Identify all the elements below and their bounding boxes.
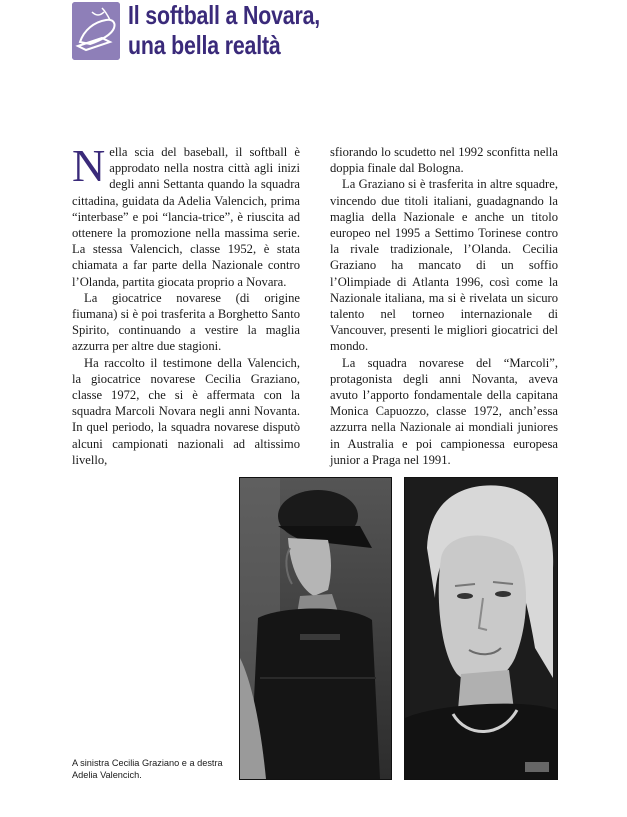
photo-caption: A sinistra Cecilia Graziano e a destra Adelia Valencich. <box>72 758 223 780</box>
softball-logo <box>72 2 120 60</box>
title-line-2: una bella realtà <box>128 30 281 60</box>
drop-cap: N <box>72 140 106 191</box>
softball-cap-icon <box>72 2 120 60</box>
article-column-right <box>330 144 558 468</box>
photo-cecilia-graziano <box>239 477 392 780</box>
photo-adelia-valencich <box>404 477 558 780</box>
paragraph-2: La giocatrice novarese (di origine fiumana) si è poi trasferita a Borghetto Santo Spirito, continuando a vestire la maglia azzurra per altre due stagioni. <box>72 290 300 354</box>
page-title <box>128 0 320 60</box>
paragraph-4: sfiorando lo scudetto nel 1992 sconfitta nella doppia finale dal Bologna. <box>330 145 558 176</box>
paragraph-6: La squadra novarese del “Marcoli”, protagonista degli anni Novanta, aveva avuto l’apporto fondamentale della capitana Monica Capuozzo, classe 1972, anch’essa azzurra nella Nazionale ai mondiali juniores in Australia e poi campionessa europesa junior a Praga nel 1991. <box>330 355 558 467</box>
title-line-1: Il softball a Novara, <box>128 0 321 30</box>
paragraph-1-text: ella scia del baseball, il softball è approdato nella nostra città agli inizi degli anni Settanta quando la squadra cittadina, guidata da Adelia Valencich, prima “interbase” e poi “lancia-trice”, è riuscita ad ottenere la promozione nella massima serie. La stessa Valencich, classe 1952, è stata chiamata a far parte della Nazionale contro l’Olanda, partita giocata proprio a Novara. <box>72 145 300 289</box>
paragraph-1 <box>72 140 300 290</box>
paragraph-3: Ha raccolto il testimone della Valencich, la giocatrice novarese Cecilia Graziano, classe 1972, che si è affermata con la squadra Marcoli Novara negli anni Novanta. In quel periodo, la squadra novarese disputò alcuni campionati nazionali ad altissimo livello, <box>72 355 300 467</box>
article-column-left <box>72 140 300 468</box>
paragraph-5: La Graziano si è trasferita in altre squadre, vincendo due titoli italiani, guadagnando la maglia della Nazionale e anche un titolo europeo nel 1995 a Settimo Torinese contro la rivale tradizionale, l’Olanda. Cecilia Graziano ha mancato di un soffio l’Olimpiade di Atlanta 1996, così come la Nazionale italiana, ma si è rivelata un sicuro talento nel torneo internazionale di Vancouver, presenti le migliori giocatrici del mondo. <box>330 177 558 354</box>
